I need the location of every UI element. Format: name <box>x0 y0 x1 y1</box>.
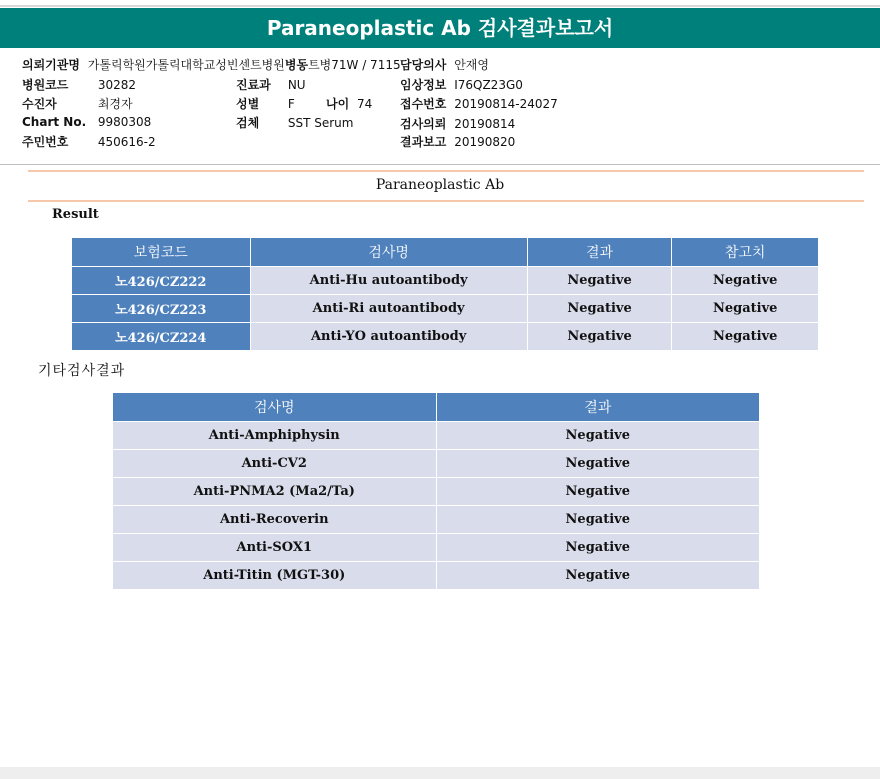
result-value: Negative <box>436 562 759 590</box>
sex-label: 성별 <box>236 97 260 111</box>
test-name: Anti-Ri autoantibody <box>250 295 527 323</box>
clinical-label: 임상정보 <box>400 78 447 92</box>
doctor-value: 안재영 <box>454 58 489 72</box>
org-label: 의뢰기관명 <box>22 58 80 72</box>
table-header-row <box>72 238 819 267</box>
requested-label: 검사의뢰 <box>400 117 447 131</box>
doctor-field <box>400 56 489 73</box>
section-title: Paraneoplastic Ab <box>375 177 505 193</box>
id-label: 주민번호 <box>22 135 69 149</box>
result-value: Negative <box>436 534 759 562</box>
header-test-name: 검사명 <box>113 393 437 422</box>
hosp-code-value: 30282 <box>97 78 137 92</box>
patient-label: 수진자 <box>22 97 57 111</box>
clinical-value: I76QZ23G0 <box>454 78 523 92</box>
reference-value: Negative <box>672 323 819 351</box>
table-row <box>72 323 819 351</box>
table-row <box>113 478 760 506</box>
divider <box>0 164 880 165</box>
id-field <box>22 133 156 150</box>
section-rule-top <box>28 170 864 172</box>
table-row <box>72 267 819 295</box>
header-test-name: 검사명 <box>250 238 527 267</box>
table-row <box>113 450 760 478</box>
test-name: Anti-Recoverin <box>113 506 437 534</box>
org-field <box>22 56 401 73</box>
insurance-code: 노426/CZ224 <box>72 323 251 351</box>
result-label: Result <box>52 207 99 222</box>
receipt-field <box>400 95 558 112</box>
ward-value: 트병71W / 7115 <box>308 58 401 72</box>
result-value: Negative <box>527 267 672 295</box>
other-results-table <box>112 392 760 590</box>
specimen-field <box>236 114 353 131</box>
test-name: Anti-SOX1 <box>113 534 437 562</box>
patient-value: 최경자 <box>97 97 133 111</box>
result-value: Negative <box>436 422 759 450</box>
age-value: 74 <box>357 97 373 111</box>
table-row <box>113 506 760 534</box>
other-tests-label: 기타검사결과 <box>38 363 126 379</box>
reported-value: 20190820 <box>454 135 516 149</box>
table-row <box>113 422 760 450</box>
chart-field <box>22 115 151 129</box>
table-row <box>113 534 760 562</box>
reference-value: Negative <box>672 267 819 295</box>
chart-value: 9980308 <box>97 115 152 129</box>
sex-value: F <box>287 97 295 111</box>
result-value: Negative <box>527 295 672 323</box>
sex-field <box>236 95 295 112</box>
header-reference: 참고치 <box>672 238 819 267</box>
top-border <box>0 5 880 7</box>
id-value: 450616-2 <box>97 135 156 149</box>
requested-field <box>400 115 515 132</box>
dept-field <box>236 76 306 93</box>
table-header-row <box>113 393 760 422</box>
test-name: Anti-YO autoantibody <box>250 323 527 351</box>
section-rule-bottom <box>28 200 864 202</box>
test-name: Anti-PNMA2 (Ma2/Ta) <box>113 478 437 506</box>
patient-field <box>22 95 133 112</box>
header-result: 결과 <box>527 238 672 267</box>
dept-value: NU <box>287 78 306 92</box>
results-table <box>71 237 819 351</box>
test-name: Anti-CV2 <box>113 450 437 478</box>
result-value: Negative <box>436 478 759 506</box>
header-result: 결과 <box>436 393 759 422</box>
requested-value: 20190814 <box>454 117 516 131</box>
result-value: Negative <box>436 506 759 534</box>
dept-label: 진료과 <box>236 78 271 92</box>
test-name: Anti-Amphiphysin <box>113 422 437 450</box>
hosp-code-field <box>22 76 136 93</box>
ward-label: 병동 <box>284 58 309 72</box>
test-name: Anti-Hu autoantibody <box>250 267 527 295</box>
table-row <box>72 295 819 323</box>
reference-value: Negative <box>672 295 819 323</box>
hosp-code-label: 병원코드 <box>22 78 69 92</box>
doctor-label: 담당의사 <box>400 58 447 72</box>
receipt-label: 접수번호 <box>400 97 447 111</box>
footer-bar <box>0 767 880 779</box>
chart-label: Chart No. <box>22 115 87 129</box>
specimen-label: 검체 <box>236 116 260 130</box>
table-row <box>113 562 760 590</box>
org-value: 가톨릭학원가톨릭대학교성빈센트병원 <box>87 58 285 72</box>
age-field <box>326 95 372 112</box>
reported-field <box>400 133 515 150</box>
result-value: Negative <box>436 450 759 478</box>
age-label: 나이 <box>326 97 350 111</box>
test-name: Anti-Titin (MGT-30) <box>113 562 437 590</box>
clinical-field <box>400 76 523 93</box>
receipt-value: 20190814-24027 <box>454 97 558 111</box>
reported-label: 결과보고 <box>400 135 447 149</box>
specimen-value: SST Serum <box>287 116 354 130</box>
insurance-code: 노426/CZ222 <box>72 267 251 295</box>
insurance-code: 노426/CZ223 <box>72 295 251 323</box>
report-title: Paraneoplastic Ab 검사결과보고서 <box>0 8 880 48</box>
result-value: Negative <box>527 323 672 351</box>
header-code: 보험코드 <box>72 238 251 267</box>
